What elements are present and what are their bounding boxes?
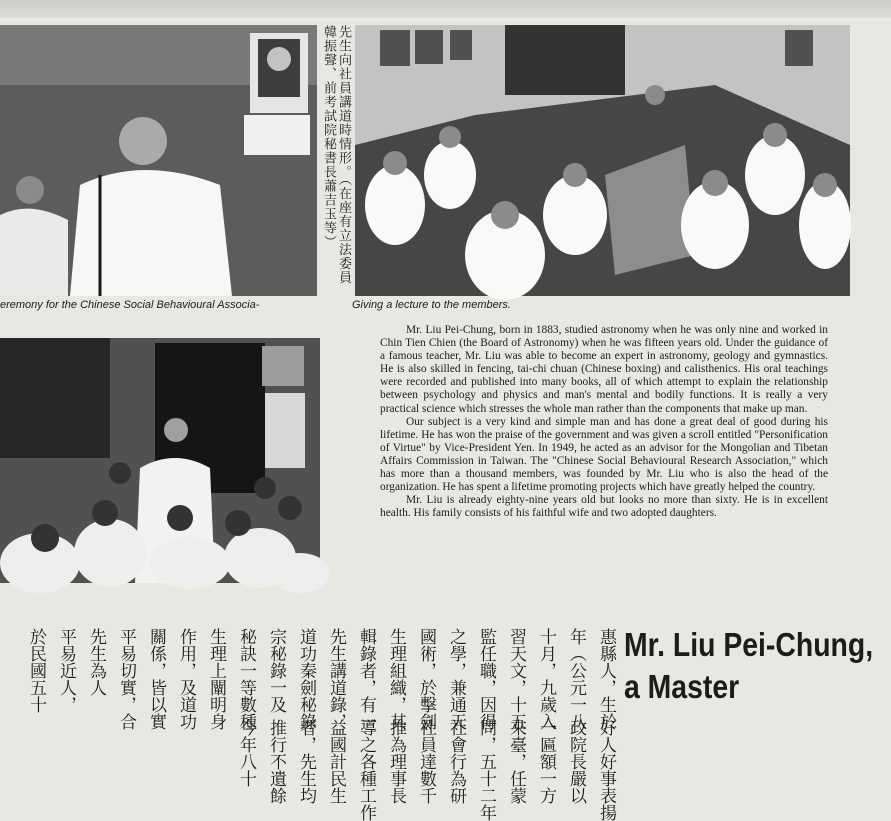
article-title	[624, 624, 874, 708]
article-paragraph: Our subject is a very kind and simple man and has done a great deal of good during his lifetime. He has won the praise of the government and was given a scroll entitled "Personification of Virtue" by Vice-President Yen. In 1949, he acted as an advisor for the Mongolian and Tibetan Affairs Commission in Taiwan. The "Chinese Social Behavioural Research Association," which has more than a thousand members, was founded by Mr. Liu who is also the head of the organization. He has spent a lifetime promoting projects which have greatly helped the country.	[380, 415, 828, 494]
chinese-text-column: 十月，九歲入	[537, 628, 556, 730]
chinese-text-column: 秘訣一等數種	[237, 628, 256, 730]
chinese-text-column: 推行不遺餘	[267, 719, 286, 804]
vertical-chinese-caption: 先生向社員講道時情形。（在座有立法委員韓振聲、前考試院秘書長蕭吉玉等）	[322, 25, 352, 285]
chinese-text-column: 好人好事表揚	[597, 719, 616, 821]
photo1-caption: eremony for the Chinese Social Behavioural Associa-	[0, 299, 260, 311]
chinese-text-column: 國術，於擊劍	[417, 628, 436, 730]
chinese-text-column: 先生為人	[87, 628, 106, 696]
chinese-text-column: 平易切實，合	[117, 628, 136, 730]
chinese-text-column: 生理上闡明身	[207, 628, 226, 730]
chinese-text-column: 導之各種工作	[357, 719, 376, 821]
chinese-text-column: 習天文，十五	[507, 628, 526, 730]
chinese-text-column: 平易近人，	[57, 628, 76, 713]
photo2-caption: Giving a lecture to the members.	[352, 299, 511, 311]
chinese-text-column: 政院長嚴以	[567, 719, 586, 804]
chinese-text-column: 宗秘錄一及	[267, 628, 286, 713]
chinese-text-column: 問，五十二年	[477, 719, 496, 821]
title-line: Mr. Liu Pei-Chung,	[624, 626, 874, 663]
chinese-article-columns	[0, 628, 618, 821]
chinese-text-column: 道功秦劍秘錄	[297, 628, 316, 730]
chinese-text-column: 惠縣人，生於	[597, 628, 616, 730]
chinese-text-column: 作用，及道功	[177, 628, 196, 730]
title-line: a Master	[624, 668, 740, 705]
chinese-text-column: 年（公元一八	[567, 628, 586, 730]
chinese-text-column: 之學，兼通天	[447, 628, 466, 730]
chinese-text-column: 推為理事長	[387, 719, 406, 804]
previous-page-strip	[0, 0, 891, 18]
chinese-text-column: 社會行為研	[447, 719, 466, 804]
chinese-text-column: 一匾額一方	[537, 719, 556, 804]
chinese-text-column: 於民國五十	[27, 628, 46, 713]
chinese-text-column: 關係，皆以實	[147, 628, 166, 730]
chinese-text-column: 益國計民生	[327, 719, 346, 804]
article-body	[380, 324, 828, 520]
chinese-text-column: 來臺，任蒙	[507, 719, 526, 804]
chinese-text-column: 輯錄者，有一	[357, 628, 376, 730]
chinese-text-column: 者，先生均	[297, 719, 316, 804]
ceremony-photo	[0, 25, 317, 296]
article-paragraph: Mr. Liu is already eighty-nine years old but looks no more than sixty. He is in excellent health. His family consists of his faithful wife and two adopted daughters.	[380, 494, 828, 520]
article-paragraph: Mr. Liu Pei-Chung, born in 1883, studied astronomy when he was only nine and worked in Chin Tien Chien (the Board of Astronomy) when he was fifteen years old. Under the guidance of a famous teacher, Mr. Liu was able to become an expert in astronomy, geology and gymnastics. He is also skilled in fencing, tai-chi chuan (Chinese boxing) and calisthenics. His oral teachings were recorded and published into many books, all of which attempt to explain the relationship between psychology and physics and man's mental and bodily functions. It is really a very practical science which stresses the whole man rather than the components that make up man.	[380, 324, 828, 415]
lecture-photo	[355, 25, 850, 296]
chinese-text-column: 先生講道錄，	[327, 628, 346, 730]
chinese-text-column: 社員達數千	[417, 719, 436, 804]
chinese-text-column: 監任職，因得	[477, 628, 496, 730]
gathering-photo	[0, 338, 320, 583]
chinese-text-column: 今年八十	[237, 719, 256, 787]
chinese-text-column: 生理組織，其	[387, 628, 406, 730]
